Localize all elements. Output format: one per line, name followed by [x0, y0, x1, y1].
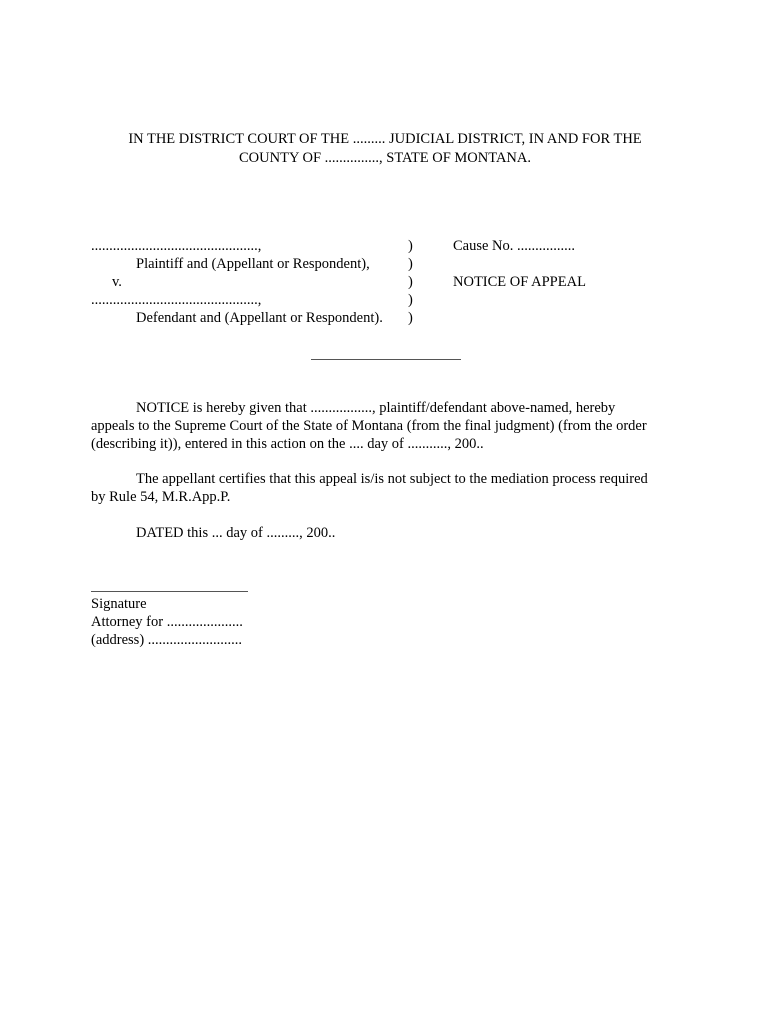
address-line: (address) .......................... — [91, 632, 243, 648]
plaintiff-blank: .............................................., — [91, 238, 262, 254]
court-heading-line-1: IN THE DISTRICT COURT OF THE ......... JUDICIAL DISTRICT, IN AND FOR THE — [128, 131, 642, 147]
caption-paren: ) — [408, 310, 413, 326]
versus-label: v. — [112, 274, 122, 290]
defendant-blank: .............................................., — [91, 292, 262, 308]
document-title: NOTICE OF APPEAL — [453, 274, 586, 290]
notice-line-2: appeals to the Supreme Court of the State of Montana (from the final judgment) (from the order — [91, 418, 647, 434]
signature-rule — [91, 591, 248, 592]
caption-paren: ) — [408, 292, 413, 308]
plaintiff-label: Plaintiff and (Appellant or Respondent), — [136, 256, 370, 272]
caption-paren: ) — [408, 256, 413, 272]
caption-separator-rule — [311, 359, 461, 360]
court-heading-line-2: COUNTY OF ..............., STATE OF MONTANA. — [239, 150, 531, 166]
notice-line-3: (describing it)), entered in this action on the .... day of ..........., 200.. — [91, 436, 484, 452]
defendant-label: Defendant and (Appellant or Respondent). — [136, 310, 383, 326]
caption-paren: ) — [408, 238, 413, 254]
signature-label: Signature — [91, 596, 147, 612]
caption-paren: ) — [408, 274, 413, 290]
dated-line: DATED this ... day of ........., 200.. — [136, 525, 336, 541]
certification-line-2: by Rule 54, M.R.App.P. — [91, 489, 231, 505]
cause-number: Cause No. ................ — [453, 238, 576, 254]
certification-line-1: The appellant certifies that this appeal is/is not subject to the mediation process required — [136, 471, 648, 487]
notice-line-1: NOTICE is hereby given that ................., plaintiff/defendant above-named, hereby — [136, 400, 616, 416]
attorney-for-line: Attorney for ..................... — [91, 614, 243, 630]
